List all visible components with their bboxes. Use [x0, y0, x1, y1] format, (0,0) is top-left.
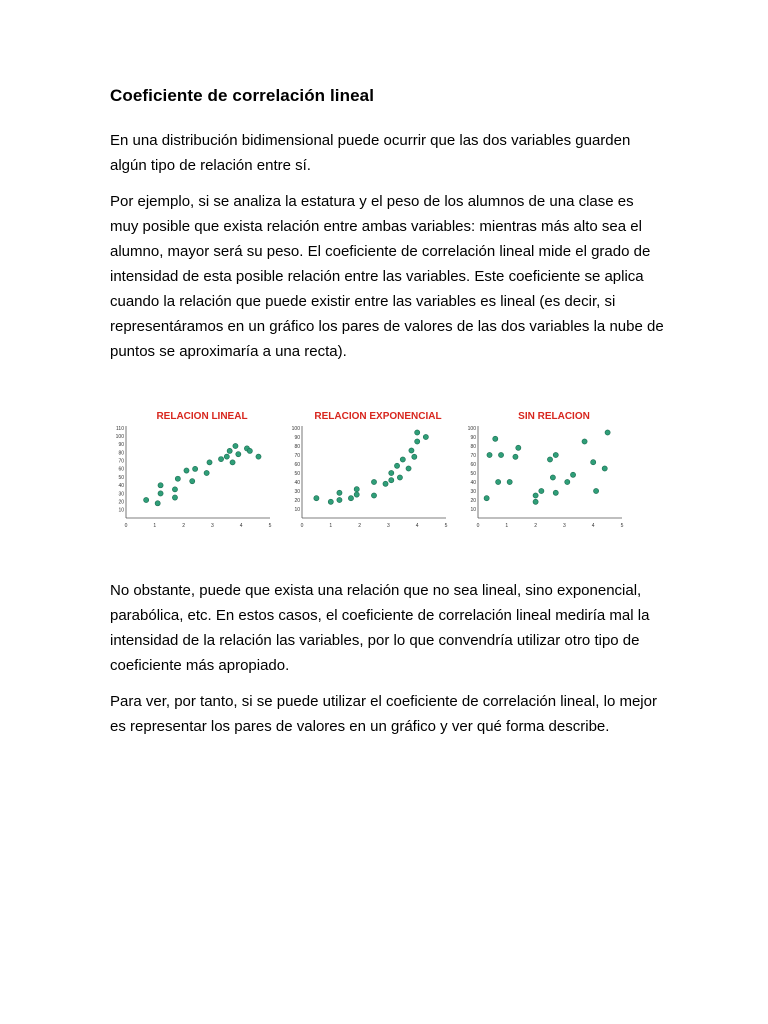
scatter-point [591, 460, 596, 465]
y-tick-label: 30 [118, 491, 124, 498]
scatter-point [247, 448, 252, 453]
scatter-plot-svg [462, 402, 632, 530]
y-tick-label: 20 [470, 497, 476, 504]
scatter-point [539, 488, 544, 493]
y-tick-label: 30 [470, 488, 476, 495]
scatter-point [184, 468, 189, 473]
scatter-point [155, 501, 160, 506]
x-tick-label: 4 [239, 523, 243, 529]
paragraph-conclusion: Para ver, por tanto, si se puede utilizar el coeficiente de correlación lineal, lo mejor es representar los pares de valores en un gráfico y ver qué forma describe. [110, 693, 657, 735]
scatter-point [158, 483, 163, 488]
chart-no-relation [462, 402, 632, 530]
y-tick-label: 70 [294, 452, 300, 459]
x-tick-label: 2 [182, 523, 185, 529]
scatter-point [487, 452, 492, 457]
x-tick-label: 5 [444, 523, 448, 529]
x-tick-label: 3 [563, 523, 566, 529]
scatter-point [230, 460, 235, 465]
y-tick-label: 80 [294, 443, 300, 450]
document-title: Coeficiente de correlación lineal [110, 86, 375, 105]
x-tick-label: 2 [358, 523, 361, 529]
scatter-point [204, 470, 209, 475]
y-tick-label: 80 [118, 450, 124, 457]
scatter-point [348, 496, 353, 501]
chart-exponential [286, 402, 456, 530]
scatter-point [144, 497, 149, 502]
scatter-point [371, 479, 376, 484]
y-tick-label: 80 [470, 443, 476, 450]
x-tick-label: 1 [329, 523, 333, 529]
scatter-point [193, 466, 198, 471]
y-tick-label: 10 [294, 506, 300, 513]
y-tick-label: 30 [294, 488, 300, 495]
scatter-point [570, 472, 575, 477]
scatter-point [593, 488, 598, 493]
scatter-point [565, 479, 570, 484]
scatter-point [172, 487, 177, 492]
y-tick-label: 40 [470, 479, 476, 486]
y-tick-label: 110 [116, 425, 124, 432]
y-tick-label: 40 [294, 479, 300, 486]
x-tick-label: 3 [387, 523, 390, 529]
scatter-point [158, 491, 163, 496]
y-tick-label: 70 [118, 458, 124, 465]
scatter-point [493, 436, 498, 441]
scatter-point [513, 454, 518, 459]
paragraph-nonlinear: No obstante, puede que exista una relación que no sea lineal, sino exponencial, parabólica, etc. En estos casos, el coeficiente de correlación lineal mediría mal la intensidad de la relación las variables, por lo que convendría utilizar otro tipo de coeficiente más apropiado. [110, 582, 650, 674]
chart-title: RELACION EXPONENCIAL [314, 411, 442, 422]
scatter-point [224, 454, 229, 459]
scatter-plot-svg [110, 402, 280, 530]
y-tick-label: 90 [118, 442, 124, 449]
y-tick-label: 100 [467, 425, 476, 432]
scatter-point [533, 493, 538, 498]
scatter-point [507, 479, 512, 484]
y-tick-label: 60 [470, 461, 476, 468]
chart-linear [110, 402, 280, 530]
scatter-point [354, 487, 359, 492]
y-tick-label: 10 [470, 506, 476, 513]
scatter-point [415, 430, 420, 435]
scatter-point [547, 457, 552, 462]
scatter-point [423, 434, 428, 439]
scatter-point [533, 499, 538, 504]
scatter-point [605, 430, 610, 435]
scatter-point [389, 470, 394, 475]
scatter-point [218, 456, 223, 461]
scatter-point [175, 476, 180, 481]
scatter-point [314, 496, 319, 501]
x-tick-label: 2 [534, 523, 537, 529]
scatter-point [400, 457, 405, 462]
scatter-point [172, 495, 177, 500]
scatter-point [582, 439, 587, 444]
scatter-point [498, 452, 503, 457]
y-tick-label: 10 [118, 507, 124, 514]
scatter-point [190, 479, 195, 484]
x-tick-label: 4 [415, 523, 419, 529]
y-tick-label: 50 [294, 470, 300, 477]
x-tick-label: 5 [620, 523, 624, 529]
scatter-plot-svg [286, 402, 456, 530]
scatter-point [406, 466, 411, 471]
scatter-point [412, 454, 417, 459]
scatter-point [394, 463, 399, 468]
x-tick-label: 0 [476, 523, 480, 529]
y-tick-label: 100 [115, 433, 124, 440]
charts-figure [110, 402, 632, 530]
y-tick-label: 90 [294, 434, 300, 441]
x-tick-label: 5 [268, 523, 272, 529]
scatter-point [328, 499, 333, 504]
scatter-point [415, 439, 420, 444]
scatter-point [354, 492, 359, 497]
scatter-point [233, 443, 238, 448]
scatter-point [256, 454, 261, 459]
y-tick-label: 20 [118, 499, 124, 506]
scatter-point [516, 445, 521, 450]
scatter-point [553, 490, 558, 495]
chart-title: RELACION LINEAL [156, 411, 248, 422]
x-tick-label: 0 [124, 523, 128, 529]
scatter-point [337, 490, 342, 495]
scatter-point [227, 448, 232, 453]
scatter-point [484, 496, 489, 501]
scatter-point [207, 460, 212, 465]
chart-title: SIN RELACION [518, 411, 590, 422]
scatter-point [389, 478, 394, 483]
y-tick-label: 60 [118, 466, 124, 473]
scatter-point [337, 497, 342, 502]
scatter-point [553, 452, 558, 457]
y-tick-label: 70 [470, 452, 476, 459]
y-tick-label: 20 [294, 497, 300, 504]
scatter-point [397, 475, 402, 480]
scatter-point [383, 481, 388, 486]
scatter-point [550, 475, 555, 480]
y-tick-label: 60 [294, 461, 300, 468]
y-tick-label: 100 [291, 425, 300, 432]
scatter-point [236, 452, 241, 457]
scatter-point [496, 479, 501, 484]
y-tick-label: 90 [470, 434, 476, 441]
scatter-point [371, 493, 376, 498]
x-tick-label: 1 [153, 523, 157, 529]
scatter-point [409, 448, 414, 453]
y-tick-label: 40 [118, 483, 124, 490]
x-tick-label: 1 [505, 523, 509, 529]
x-tick-label: 4 [591, 523, 595, 529]
scatter-point [602, 466, 607, 471]
y-tick-label: 50 [470, 470, 476, 477]
x-tick-label: 3 [211, 523, 214, 529]
paragraph-example: Por ejemplo, si se analiza la estatura y el peso de los alumnos de una clase es muy posible que exista relación entre ambas variables: mientras más alto sea el alumno, mayor será su peso. El coeficiente de correlación lineal mide el grado de intensidad de esta posible relación entre las variables. Este coeficiente se aplica cuando la relación que puede existir entre las variables es lineal (es decir, si representáramos en un gráfico los pares de valores de las dos variables la nube de puntos se aproximaría a una recta). [110, 193, 664, 360]
paragraph-intro: En una distribución bidimensional puede ocurrir que las dos variables guarden algún tipo de relación entre sí. [110, 132, 631, 174]
y-tick-label: 50 [118, 474, 124, 481]
x-tick-label: 0 [300, 523, 304, 529]
